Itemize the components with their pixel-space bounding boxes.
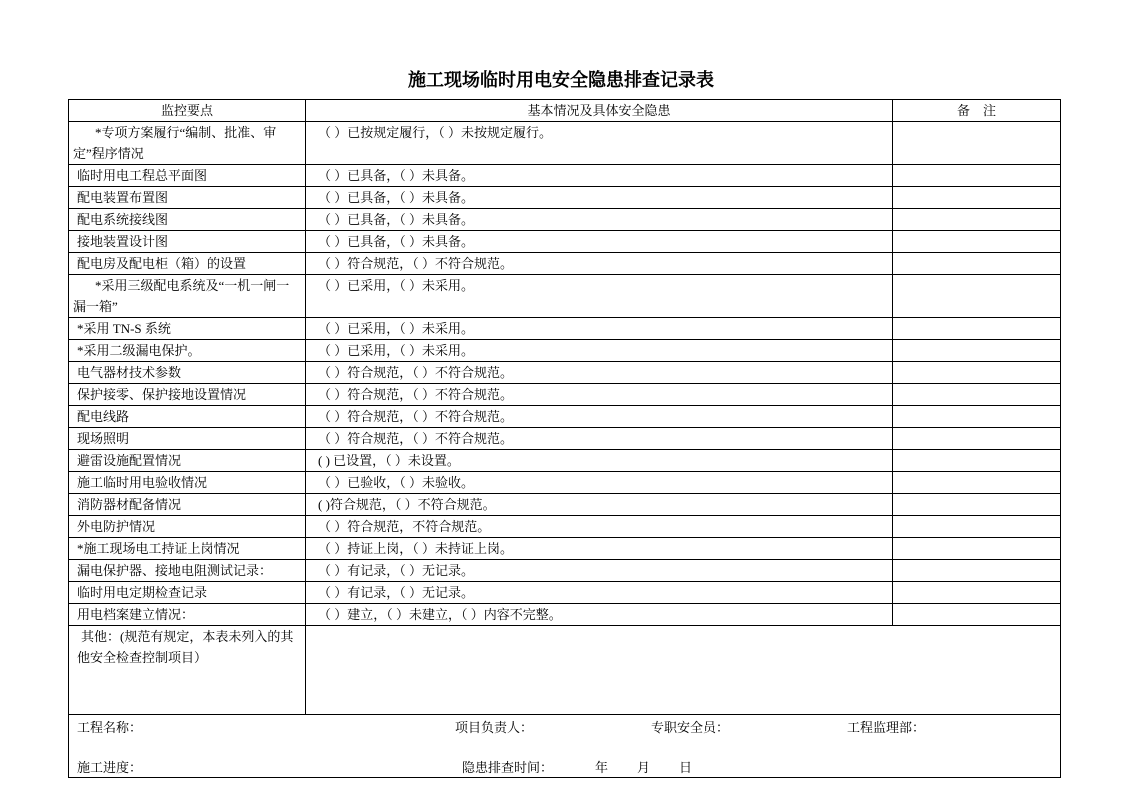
table-row	[69, 472, 1061, 494]
table-row	[69, 450, 1061, 472]
monitor-point: *专项方案履行“编制、批准、审定”程序情况	[69, 122, 306, 165]
project-name-label: 工程名称：	[77, 720, 143, 735]
status-options[interactable]: （ ）有记录，（ ）无记录。	[306, 560, 893, 582]
remarks-cell[interactable]	[893, 253, 1061, 275]
status-options[interactable]: （ ）有记录，（ ）无记录。	[306, 582, 893, 604]
header-monitor-point: 监控要点	[69, 100, 306, 122]
monitor-point: 用电档案建立情况：	[69, 604, 306, 626]
status-options[interactable]: （ ）符合规范，（ ）不符合规范。	[306, 253, 893, 275]
monitor-point: 漏电保护器、接地电阻测试记录：	[69, 560, 306, 582]
remarks-cell[interactable]	[893, 187, 1061, 209]
progress-label: 施工进度：	[77, 760, 143, 775]
remarks-cell[interactable]	[893, 275, 1061, 318]
remarks-cell[interactable]	[893, 494, 1061, 516]
remarks-cell[interactable]	[893, 472, 1061, 494]
supervision-label: 工程监理部：	[847, 720, 926, 735]
monitor-point: 外电防护情况	[69, 516, 306, 538]
table-row	[69, 318, 1061, 340]
table-row	[69, 428, 1061, 450]
status-options[interactable]: ( )符合规范，（ ）不符合规范。	[306, 494, 893, 516]
monitor-point: *采用 TN-S 系统	[69, 318, 306, 340]
monitor-point: 消防器材配备情况	[69, 494, 306, 516]
status-options[interactable]: ( ) 已设置，（ ）未设置。	[306, 450, 893, 472]
monitor-point: *采用三级配电系统及“一机一闸一漏一箱”	[69, 275, 306, 318]
remarks-cell[interactable]	[893, 318, 1061, 340]
safety-officer-label: 专职安全员：	[651, 720, 730, 735]
monitor-point: 配电系统接线图	[69, 209, 306, 231]
day-label: 日	[679, 760, 693, 775]
status-options[interactable]: （ ）已具备，（ ）未具备。	[306, 231, 893, 253]
remarks-cell[interactable]	[893, 516, 1061, 538]
other-content[interactable]	[306, 626, 1061, 715]
header-remarks: 备 注	[893, 100, 1061, 122]
table-row	[69, 209, 1061, 231]
remarks-cell[interactable]	[893, 340, 1061, 362]
status-options[interactable]: （ ）已验收，（ ）未验收。	[306, 472, 893, 494]
status-options[interactable]: （ ）已具备，（ ）未具备。	[306, 165, 893, 187]
table-row	[69, 538, 1061, 560]
table-row	[69, 187, 1061, 209]
status-options[interactable]: （ ）符合规范，不符合规范。	[306, 516, 893, 538]
table-row	[69, 406, 1061, 428]
status-options[interactable]: （ ）持证上岗，（ ）未持证上岗。	[306, 538, 893, 560]
other-label: 其他：(规范有规定，本表未列入的其他安全检查控制项目）	[69, 626, 306, 715]
remarks-cell[interactable]	[893, 209, 1061, 231]
inspection-table	[68, 99, 1061, 778]
header-row	[69, 100, 1061, 122]
table-row	[69, 604, 1061, 626]
status-options[interactable]: （ ）已采用，（ ）未采用。	[306, 318, 893, 340]
status-options[interactable]: （ ）已按规定履行，（ ）未按规定履行。	[306, 122, 893, 165]
monitor-point: 保护接零、保护接地设置情况	[69, 384, 306, 406]
remarks-cell[interactable]	[893, 560, 1061, 582]
remarks-cell[interactable]	[893, 538, 1061, 560]
table-row	[69, 560, 1061, 582]
remarks-cell[interactable]	[893, 604, 1061, 626]
remarks-cell[interactable]	[893, 362, 1061, 384]
remarks-cell[interactable]	[893, 450, 1061, 472]
monitor-point: 配电线路	[69, 406, 306, 428]
monitor-point: 配电装置布置图	[69, 187, 306, 209]
monitor-point: 现场照明	[69, 428, 306, 450]
remarks-cell[interactable]	[893, 231, 1061, 253]
table-row	[69, 340, 1061, 362]
remarks-cell[interactable]	[893, 122, 1061, 165]
status-options[interactable]: （ ）符合规范，（ ）不符合规范。	[306, 362, 893, 384]
monitor-point: 配电房及配电柜（箱）的设置	[69, 253, 306, 275]
footer-row	[69, 715, 1061, 778]
monitor-point: *施工现场电工持证上岗情况	[69, 538, 306, 560]
remarks-cell[interactable]	[893, 384, 1061, 406]
table-row	[69, 516, 1061, 538]
monitor-point: 避雷设施配置情况	[69, 450, 306, 472]
monitor-point: 施工临时用电验收情况	[69, 472, 306, 494]
monitor-point: 临时用电工程总平面图	[69, 165, 306, 187]
table-row	[69, 275, 1061, 318]
monitor-point: 临时用电定期检查记录	[69, 582, 306, 604]
status-options[interactable]: （ ）符合规范，（ ）不符合规范。	[306, 406, 893, 428]
year-label: 年	[595, 760, 609, 775]
project-leader-label: 项目负责人：	[455, 720, 534, 735]
table-row	[69, 253, 1061, 275]
table-row	[69, 384, 1061, 406]
table-row	[69, 231, 1061, 253]
remarks-cell[interactable]	[893, 582, 1061, 604]
remarks-cell[interactable]	[893, 428, 1061, 450]
check-time-label: 隐患排查时间：	[462, 760, 554, 775]
status-options[interactable]: （ ）建立，（ ）未建立，（ ）内容不完整。	[306, 604, 893, 626]
remarks-cell[interactable]	[893, 165, 1061, 187]
table-row	[69, 122, 1061, 165]
status-options[interactable]: （ ）符合规范，（ ）不符合规范。	[306, 384, 893, 406]
month-label: 月	[637, 760, 651, 775]
monitor-point: 接地装置设计图	[69, 231, 306, 253]
other-row	[69, 626, 1061, 715]
monitor-point: *采用二级漏电保护。	[69, 340, 306, 362]
header-status: 基本情况及具体安全隐患	[306, 100, 893, 122]
status-options[interactable]: （ ）已具备，（ ）未具备。	[306, 187, 893, 209]
remarks-cell[interactable]	[893, 406, 1061, 428]
status-options[interactable]: （ ）已具备，（ ）未具备。	[306, 209, 893, 231]
table-row	[69, 362, 1061, 384]
status-options[interactable]: （ ）符合规范，（ ）不符合规范。	[306, 428, 893, 450]
table-row	[69, 165, 1061, 187]
status-options[interactable]: （ ）已采用，（ ）未采用。	[306, 340, 893, 362]
table-row	[69, 494, 1061, 516]
page-title: 施工现场临时用电安全隐患排查记录表	[408, 70, 714, 90]
status-options[interactable]: （ ）已采用，（ ）未采用。	[306, 275, 893, 318]
table-row	[69, 582, 1061, 604]
monitor-point: 电气器材技术参数	[69, 362, 306, 384]
